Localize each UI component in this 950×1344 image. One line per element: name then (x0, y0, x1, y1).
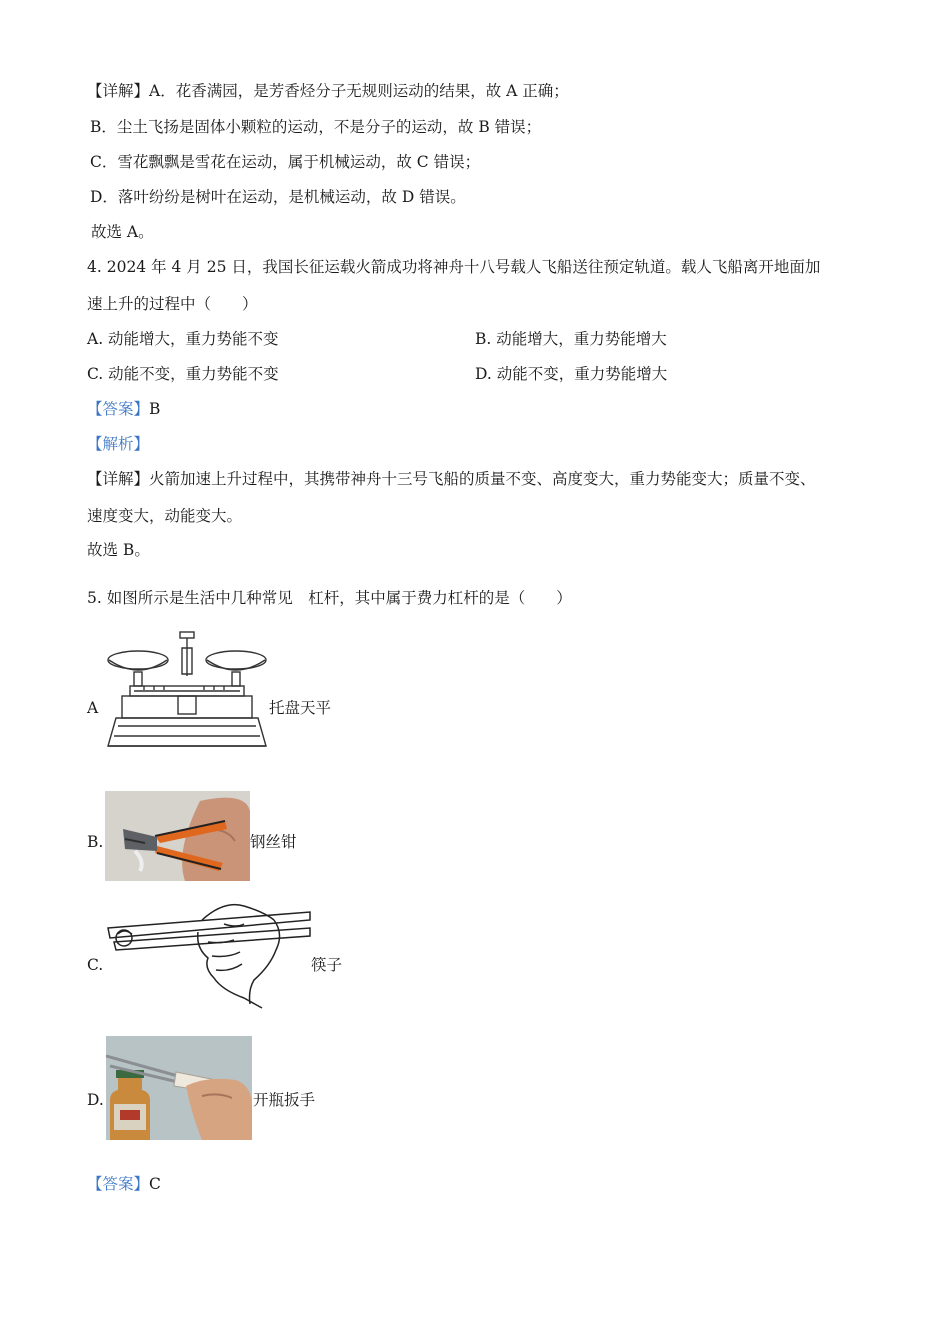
q4-stem-line2: 速上升的过程中（ ） (87, 295, 258, 313)
q4-detail-line1 (87, 469, 816, 489)
detail-tag: 【详解】 (87, 470, 150, 488)
answer-value: C (149, 1175, 161, 1193)
q5-option-d-letter: D. (87, 1091, 104, 1109)
q5-option-c-letter: C. (87, 956, 104, 974)
q5-option-b-caption: 钢丝钳 (250, 833, 297, 851)
q3-detail-line-c: C．雪花飘飘是雪花在运动，属于机械运动，故 C 错误； (90, 153, 481, 171)
q3-detail-line-d: D．落叶纷纷是树叶在运动，是机械运动，故 D 错误。 (90, 188, 466, 206)
q4-stem-line1: 4. 2024 年 4 月 25 日，我国长征运载火箭成功将神舟十八号载人飞船送往预定轨道。载人飞船离开地面加 (87, 258, 821, 276)
chopsticks-image (104, 898, 314, 1010)
detail-text: 火箭加速上升过程中，其携带神舟十三号飞船的质量不变、高度变大，重力势能变大；质量不变、 (149, 470, 816, 488)
answer-value: B (149, 400, 161, 418)
q5-stem: 5. 如图所示是生活中几种常见 杠杆，其中属于费力杠杆的是（ ） (87, 589, 572, 607)
balance-scale-image (104, 628, 270, 754)
q4-conclusion: 故选 B。 (87, 541, 150, 559)
pliers-photo (105, 791, 250, 881)
q4-option-a: A. 动能增大，重力势能不变 (87, 330, 279, 348)
q5-answer (87, 1174, 161, 1194)
detail-tag: 【详解】 (87, 82, 150, 100)
q4-option-c: C. 动能不变，重力势能不变 (87, 365, 279, 383)
q4-answer (87, 399, 160, 419)
q5-option-a-caption: 托盘天平 (269, 699, 332, 717)
q4-option-d: D. 动能不变，重力势能增大 (475, 365, 668, 383)
q5-option-c-caption: 筷子 (311, 956, 343, 974)
bottle-opener-photo (106, 1036, 252, 1140)
q3-detail-line-b: B．尘土飞扬是固体小颗粒的运动，不是分子的运动，故 B 错误； (90, 118, 542, 136)
q5-option-d-caption: 开瓶扳手 (253, 1091, 316, 1109)
q5-option-a-letter: A (87, 699, 99, 717)
q5-option-b-letter: B. (87, 833, 104, 851)
q4-analysis-tag: 【解析】 (87, 435, 150, 453)
q3-detail-line-a (87, 81, 569, 101)
q4-option-b: B. 动能增大，重力势能增大 (475, 330, 667, 348)
answer-tag: 【答案】 (87, 400, 150, 418)
q3-conclusion: 故选 A。 (91, 223, 154, 241)
answer-tag: 【答案】 (87, 1175, 150, 1193)
detail-text: A．花香满园，是芳香烃分子无规则运动的结果，故 A 正确； (149, 82, 569, 100)
q4-detail-line2: 速度变大，动能变大。 (87, 507, 243, 525)
